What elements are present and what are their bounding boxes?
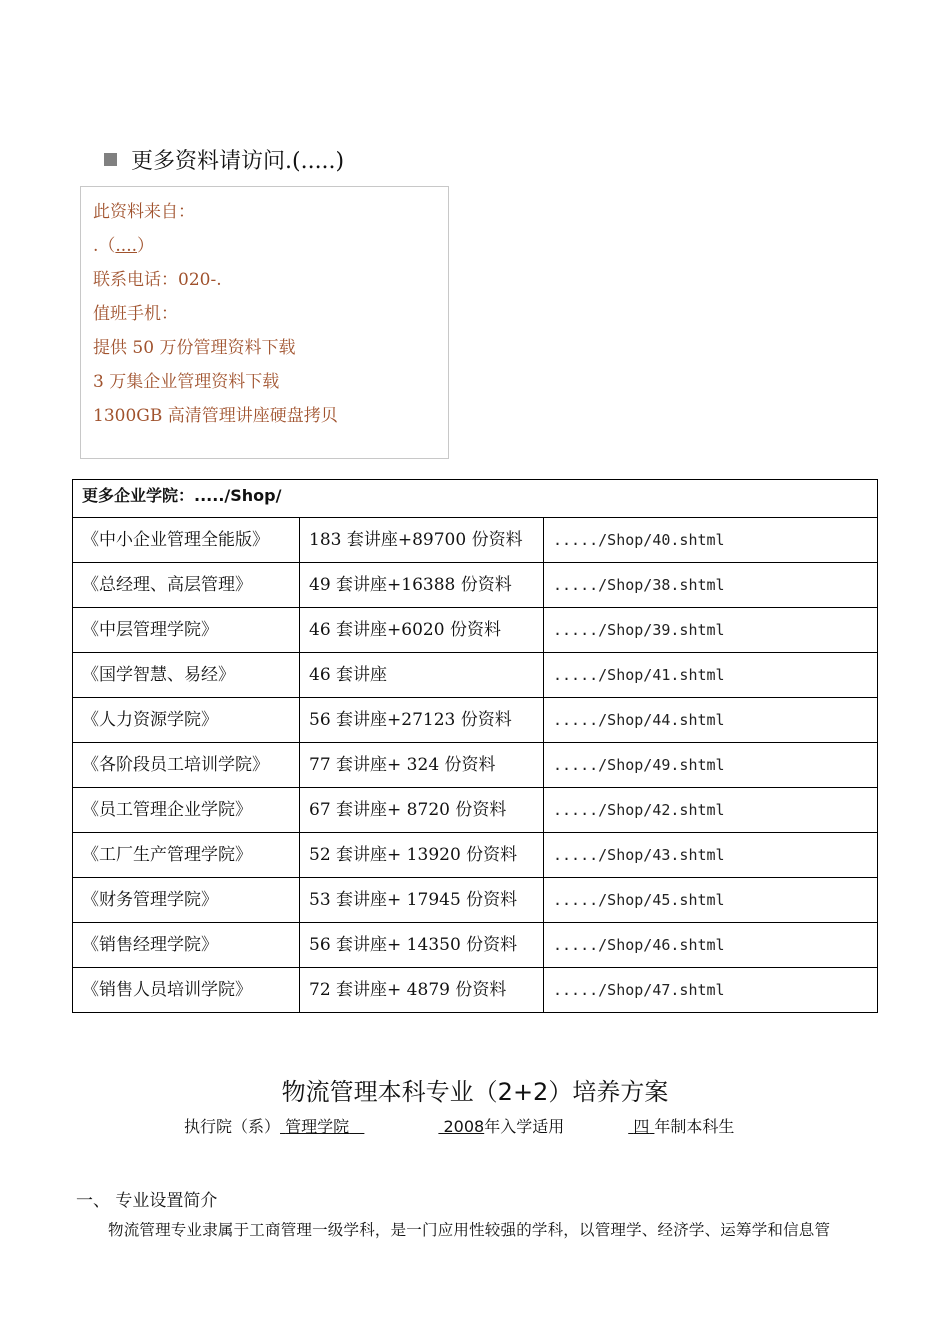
course-name-cell: 《销售人员培训学院》 — [73, 968, 300, 1013]
course-desc-cell: 46 套讲座+6020 份资料 — [300, 608, 544, 653]
offer-line-3: 1300GB 高清管理讲座硬盘拷贝 — [93, 406, 338, 426]
course-url-cell[interactable]: ...../Shop/39.shtml — [544, 608, 878, 653]
phone-line: 联系电话：020-. — [93, 270, 222, 290]
course-desc-cell: 72 套讲座+ 4879 份资料 — [300, 968, 544, 1013]
course-desc-cell: 49 套讲座+16388 份资料 — [300, 563, 544, 608]
course-url-cell[interactable]: ...../Shop/42.shtml — [544, 788, 878, 833]
course-name-cell: 《人力资源学院》 — [73, 698, 300, 743]
exec-year: 2008 — [443, 1117, 485, 1136]
square-bullet-icon — [104, 153, 117, 166]
course-url-cell[interactable]: ...../Shop/43.shtml — [544, 833, 878, 878]
course-url-cell[interactable]: ...../Shop/47.shtml — [544, 968, 878, 1013]
exec-duration: 四 — [633, 1117, 650, 1136]
course-name-cell: 《财务管理学院》 — [73, 878, 300, 923]
table-row — [73, 608, 878, 653]
table-header: 更多企业学院：...../Shop/ — [73, 480, 878, 518]
offer-line-1: 提供 50 万份管理资料下载 — [93, 338, 296, 358]
offer-line-2: 3 万集企业管理资料下载 — [93, 372, 280, 392]
source-link-suffix: ） — [137, 236, 155, 256]
course-name-cell: 《销售经理学院》 — [73, 923, 300, 968]
shop-table — [72, 479, 878, 1013]
course-name-cell: 《中小企业管理全能版》 — [73, 518, 300, 563]
exec-college: 管理学院 — [285, 1117, 350, 1136]
table-row — [73, 788, 878, 833]
course-desc-cell: 53 套讲座+ 17945 份资料 — [300, 878, 544, 923]
section-heading: 一、 专业设置简介 — [76, 1191, 218, 1211]
table-row — [73, 878, 878, 923]
course-name-cell: 《各阶段员工培训学院》 — [73, 743, 300, 788]
table-row — [73, 968, 878, 1013]
source-link-prefix: .（ — [93, 236, 116, 256]
visit-text: 更多资料请访问.(.....) — [131, 149, 345, 174]
table-row — [73, 743, 878, 788]
course-desc-cell: 67 套讲座+ 8720 份资料 — [300, 788, 544, 833]
course-url-cell[interactable]: ...../Shop/44.shtml — [544, 698, 878, 743]
course-url-cell[interactable]: ...../Shop/41.shtml — [544, 653, 878, 698]
course-name-cell: 《员工管理企业学院》 — [73, 788, 300, 833]
source-link-line — [93, 229, 436, 263]
table-row — [73, 653, 878, 698]
table-row — [73, 518, 878, 563]
course-url-cell[interactable]: ...../Shop/46.shtml — [544, 923, 878, 968]
section-body-text: 物流管理专业隶属于工商管理一级学科，是一门应用性较强的学科，以管理学、经济学、运筹学和信息管 — [108, 1221, 831, 1239]
course-url-cell[interactable]: ...../Shop/49.shtml — [544, 743, 878, 788]
source-link[interactable]: .... — [115, 236, 138, 256]
mobile-line: 值班手机： — [93, 304, 178, 324]
source-info-box — [80, 186, 449, 459]
table-header-row — [73, 480, 878, 518]
course-desc-cell: 46 套讲座 — [300, 653, 544, 698]
exec-duration-suffix: 年制本科生 — [654, 1117, 735, 1136]
visit-line — [104, 144, 344, 175]
course-name-cell: 《中层管理学院》 — [73, 608, 300, 653]
table-row — [73, 698, 878, 743]
table-row — [73, 833, 878, 878]
exec-line — [184, 1114, 734, 1137]
exec-year-suffix: 年入学适用 — [484, 1117, 565, 1136]
course-desc-cell: 77 套讲座+ 324 份资料 — [300, 743, 544, 788]
course-url-cell[interactable]: ...../Shop/38.shtml — [544, 563, 878, 608]
course-desc-cell: 56 套讲座+27123 份资料 — [300, 698, 544, 743]
table-row — [73, 563, 878, 608]
course-desc-cell: 52 套讲座+ 13920 份资料 — [300, 833, 544, 878]
document-title: 物流管理本科专业（2+2）培养方案 — [281, 1078, 669, 1106]
table-row — [73, 923, 878, 968]
exec-label: 执行院（系） — [184, 1117, 281, 1136]
course-name-cell: 《工厂生产管理学院》 — [73, 833, 300, 878]
course-url-cell[interactable]: ...../Shop/40.shtml — [544, 518, 878, 563]
source-from-line: 此资料来自： — [93, 202, 195, 222]
course-desc-cell: 183 套讲座+89700 份资料 — [300, 518, 544, 563]
course-name-cell: 《总经理、高层管理》 — [73, 563, 300, 608]
course-url-cell[interactable]: ...../Shop/45.shtml — [544, 878, 878, 923]
course-name-cell: 《国学智慧、易经》 — [73, 653, 300, 698]
course-desc-cell: 56 套讲座+ 14350 份资料 — [300, 923, 544, 968]
